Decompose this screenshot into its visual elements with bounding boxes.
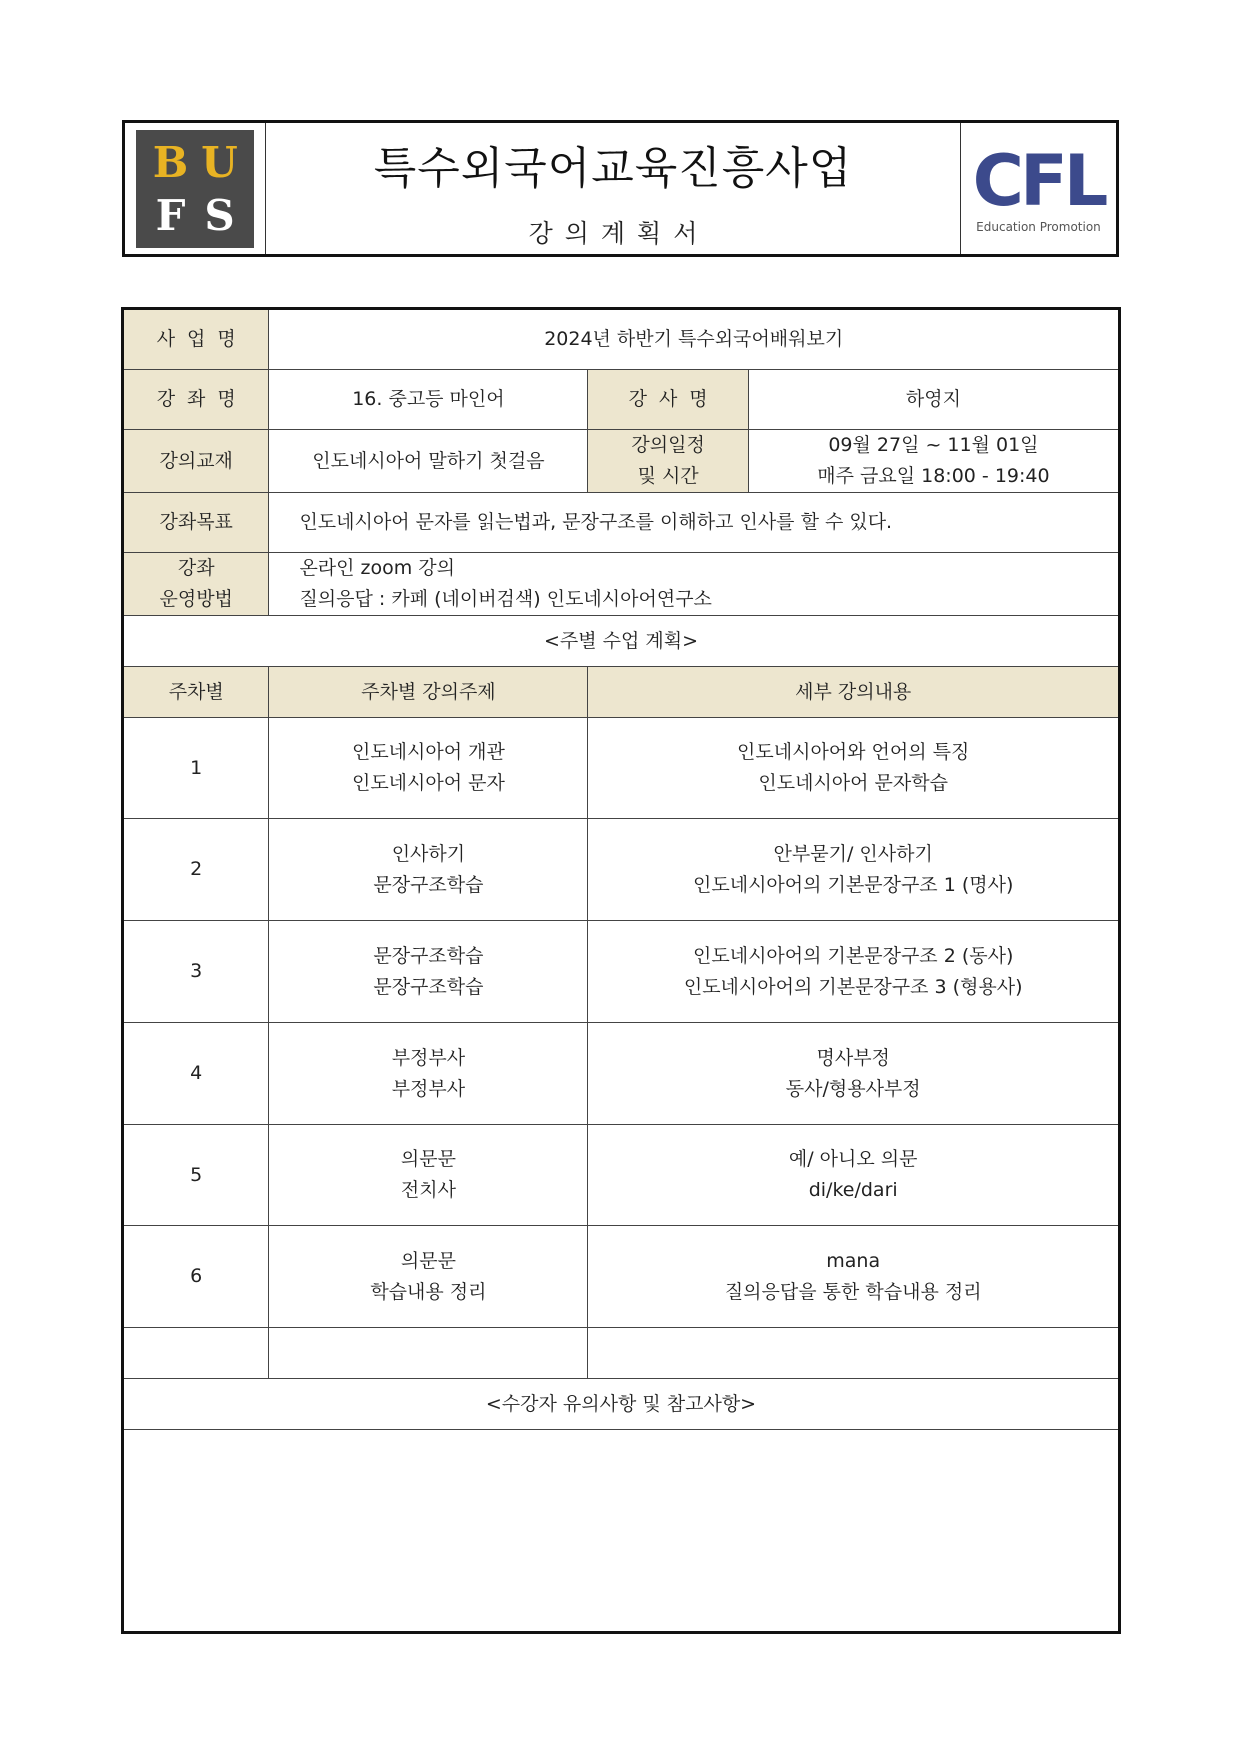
instructor-value: 하영지 <box>748 370 1119 430</box>
instructor-label: 강사명 <box>588 370 748 430</box>
logo-letter-f: F <box>155 190 186 240</box>
week-detail <box>588 1226 1120 1328</box>
week-number: 4 <box>123 1023 269 1125</box>
week-detail-line: 인도네시아어의 기본문장구조 3 (형용사) <box>683 975 1023 998</box>
week-topic <box>269 1023 588 1125</box>
empty-cell <box>269 1328 588 1379</box>
week-topic-line: 부정부사 <box>391 1077 466 1100</box>
notes-heading: <수강자 유의사항 및 참고사항> <box>123 1379 1120 1430</box>
schedule-label <box>588 430 748 493</box>
week-detail <box>588 921 1120 1023</box>
table-row <box>123 1023 1120 1125</box>
bufs-logo-cell <box>125 123 266 254</box>
week-topic-line: 의문문 <box>400 1148 456 1170</box>
week-topic <box>269 718 588 819</box>
week-topic <box>269 1226 588 1328</box>
week-detail <box>588 1023 1120 1125</box>
logo-letter-u: U <box>201 137 238 187</box>
col-topic-header: 주차별 강의주제 <box>269 667 588 718</box>
document-title: 특수외국어교육진흥사업 <box>373 142 853 194</box>
week-number: 1 <box>123 718 269 819</box>
bufs-logo <box>136 130 254 248</box>
row-plan-section <box>123 616 1120 667</box>
week-topic-line: 부정부사 <box>391 1046 466 1069</box>
course-plan-table <box>121 307 1121 1634</box>
week-detail-line: mana <box>826 1249 881 1272</box>
col-week-header: 주차별 <box>123 667 269 718</box>
method-label <box>123 553 269 616</box>
col-detail-header: 세부 강의내용 <box>588 667 1120 718</box>
week-detail-line: 명사부정 <box>816 1046 890 1069</box>
week-number: 2 <box>123 819 269 921</box>
schedule-dates: 09월 27일 ~ 11월 01일 <box>828 434 1039 456</box>
course-label: 강좌명 <box>123 370 269 430</box>
week-detail <box>588 1125 1120 1226</box>
week-number: 6 <box>123 1226 269 1328</box>
week-topic <box>269 819 588 921</box>
week-topic <box>269 921 588 1023</box>
logo-letter-b: B <box>152 137 189 187</box>
row-plan-header <box>123 667 1120 718</box>
row-course <box>123 370 1120 430</box>
table-row <box>123 921 1120 1023</box>
empty-cell <box>588 1328 1120 1379</box>
row-textbook <box>123 430 1120 493</box>
row-notes-body <box>123 1430 1120 1633</box>
week-topic-line: 문장구조학습 <box>373 873 484 896</box>
notes-body <box>123 1430 1120 1633</box>
course-value: 16. 중고등 마인어 <box>269 370 588 430</box>
table-row <box>123 718 1120 819</box>
week-topic-line: 전치사 <box>400 1179 456 1201</box>
weekly-plan-heading: <주별 수업 계획> <box>123 616 1120 667</box>
schedule-label-line1: 강의일정 <box>631 434 705 456</box>
method-value-line2: 질의응답 : 카페 (네이버검색) 인도네시아어연구소 <box>299 588 712 610</box>
row-project <box>123 309 1120 370</box>
title-area <box>266 123 960 254</box>
logo-letter-s: S <box>204 190 235 240</box>
schedule-label-line2: 및 시간 <box>637 465 699 487</box>
project-label: 사업명 <box>123 309 269 370</box>
schedule-times: 매주 금요일 18:00 - 19:40 <box>817 465 1050 487</box>
week-detail-line: 인도네시아어의 기본문장구조 1 (명사) <box>693 873 1014 896</box>
row-method <box>123 553 1120 616</box>
week-detail-line: 동사/형용사부정 <box>785 1077 921 1100</box>
week-detail-line: 인도네시아어 문자학습 <box>758 772 948 794</box>
week-detail <box>588 718 1120 819</box>
week-detail-line: di/ke/dari <box>808 1179 898 1201</box>
week-number: 3 <box>123 921 269 1023</box>
goal-label: 강좌목표 <box>123 493 269 553</box>
week-topic-line: 문장구조학습 <box>373 975 484 998</box>
textbook-label: 강의교재 <box>123 430 269 493</box>
table-row-empty <box>123 1328 1120 1379</box>
week-topic <box>269 1125 588 1226</box>
method-label-line2: 운영방법 <box>159 588 233 610</box>
week-detail-line: 안부묻기/ 인사하기 <box>773 842 933 865</box>
cfl-logo <box>972 139 1105 234</box>
week-topic-line: 학습내용 정리 <box>370 1280 487 1303</box>
table-row <box>123 1125 1120 1226</box>
document-subtitle: 강의계획서 <box>528 218 710 248</box>
project-value: 2024년 하반기 특수외국어배워보기 <box>269 309 1120 370</box>
schedule-value <box>748 430 1119 493</box>
week-detail-line: 예/ 아니오 의문 <box>788 1148 918 1170</box>
week-topic-line: 의문문 <box>400 1249 456 1272</box>
cfl-logo-subtext: Education Promotion <box>976 219 1101 234</box>
cfl-logo-text: CFL <box>972 139 1105 222</box>
cfl-logo-cell <box>960 123 1116 254</box>
method-label-line1: 강좌 <box>177 557 215 579</box>
method-value-line1: 온라인 zoom 강의 <box>299 557 456 579</box>
empty-cell <box>123 1328 269 1379</box>
week-topic-line: 인사하기 <box>391 842 466 865</box>
goal-value: 인도네시아어 문자를 읽는법과, 문장구조를 이해하고 인사를 할 수 있다. <box>269 493 1120 553</box>
textbook-value: 인도네시아어 말하기 첫걸음 <box>269 430 588 493</box>
week-topic-line: 인도네시아어 개관 <box>351 741 505 763</box>
week-topic-line: 인도네시아어 문자 <box>351 772 505 794</box>
method-value <box>269 553 1120 616</box>
table-row <box>123 819 1120 921</box>
table-row <box>123 1226 1120 1328</box>
document-header <box>122 120 1119 257</box>
week-number: 5 <box>123 1125 269 1226</box>
week-detail-line: 인도네시아어의 기본문장구조 2 (동사) <box>693 944 1014 967</box>
week-topic-line: 문장구조학습 <box>373 944 484 967</box>
week-detail-line: 인도네시아어와 언어의 특징 <box>737 741 970 763</box>
row-goal <box>123 493 1120 553</box>
row-notes-section <box>123 1379 1120 1430</box>
week-detail-line: 질의응답을 통한 학습내용 정리 <box>724 1280 982 1303</box>
week-detail <box>588 819 1120 921</box>
